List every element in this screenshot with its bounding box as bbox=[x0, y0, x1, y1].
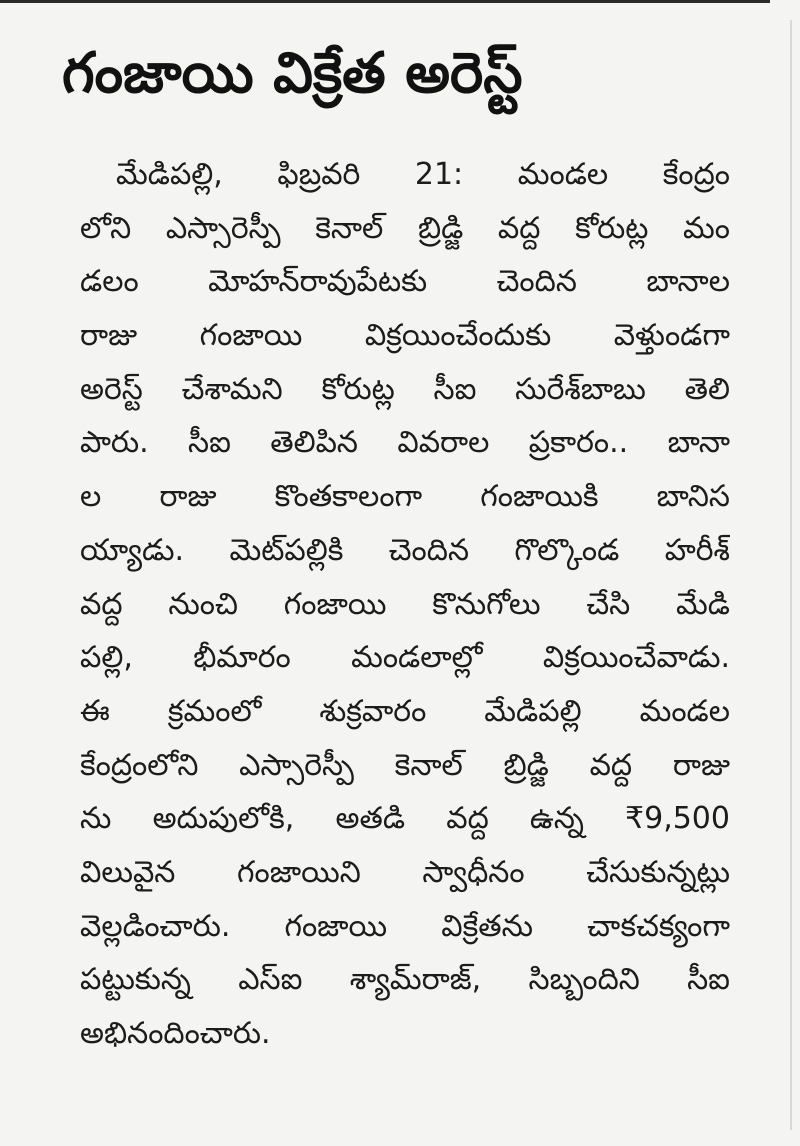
body-line: మేడిపల్లి, ఫిబ్రవరి 21: మండల కేంద్రం bbox=[116, 157, 730, 192]
body-line: లోని ఎస్సారెస్పీ కెనాల్ బ్రిడ్జి వద్ద కోరుట్ల మం bbox=[80, 210, 730, 246]
body-line: విలువైన గంజాయిని స్వాధీనం చేసుకున్నట్లు bbox=[80, 854, 730, 890]
body-line: వెల్లడించారు. గంజాయి విక్రేతను చాకచక్యంగా bbox=[80, 908, 730, 944]
body-line: డలం మోహన్‌రావుపేటకు చెందిన బానాల bbox=[80, 264, 730, 300]
body-line: పారు. సీఐ తెలిపిన వివరాల ప్రకారం.. బానా bbox=[80, 425, 730, 461]
headline: గంజాయి విక్రేత అరెస్ట్ bbox=[62, 41, 523, 106]
body-line: ల రాజు కొంతకాలంగా గంజాయికి బానిస bbox=[80, 479, 730, 515]
body-line-last: అభినందించారు. bbox=[80, 1016, 271, 1051]
body-line: వద్ద నుంచి గంజాయి కొనుగోలు చేసి మేడి bbox=[80, 586, 730, 622]
body-line: అరెస్ట్ చేశామని కోరుట్ల సీఐ సురేశ్‌బాబు తెలి bbox=[80, 371, 730, 407]
body-line: పట్టుకున్న ఎస్ఐ శ్యామ్‌రాజ్, సిబ్బందిని సీఐ bbox=[80, 962, 730, 998]
body-line: ను అదుపులోకి, అతడి వద్ద ఉన్న ₹9,500 bbox=[80, 801, 730, 837]
article-body bbox=[80, 148, 730, 1061]
body-line: కేంద్రంలోని ఎస్సారెస్పీ కెనాల్ బ్రిడ్జి వద్ద రాజు bbox=[80, 747, 730, 783]
body-line: ఈ క్రమంలో శుక్రవారం మేడిపల్లి మండల bbox=[80, 693, 730, 729]
body-line: రాజు గంజాయి విక్రయించేందుకు వెళ్తుండగా bbox=[80, 318, 730, 354]
body-line: పల్లి, భీమారం మండలాల్లో విక్రయించేవాడు. bbox=[80, 640, 730, 676]
body-line: య్యాడు. మెట్‌పల్లికి చెందిన గొల్కొండ హరీశ్ bbox=[80, 532, 730, 568]
